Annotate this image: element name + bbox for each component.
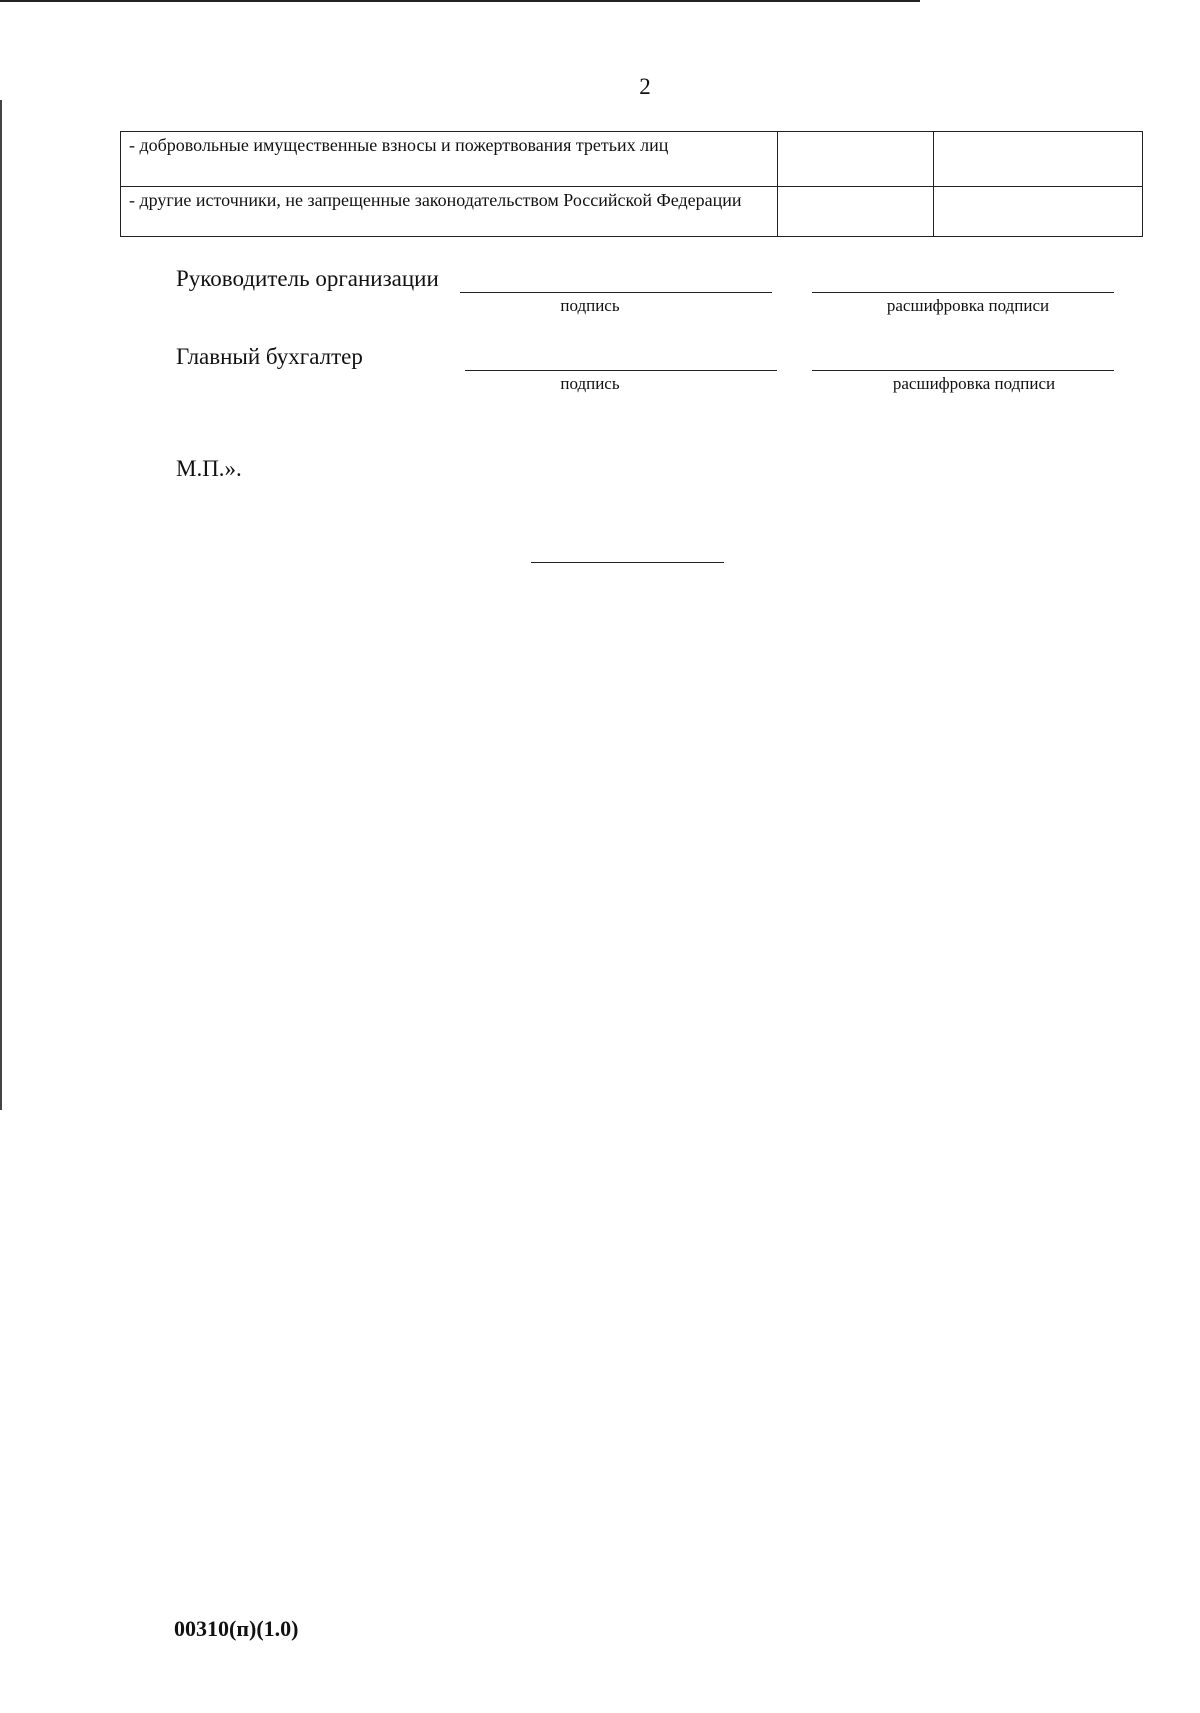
accountant-decoding-line [812,370,1114,371]
stamp-place-label: М.П.». [176,456,242,481]
top-border-rule [0,0,920,2]
table-cell-value [778,187,934,237]
table-row [121,187,1143,237]
table-cell-source: - другие источники, не запрещенные законодательством Российской Федерации [121,187,778,237]
table-row [121,132,1143,187]
table-cell-value [778,132,934,187]
end-of-document-rule [531,562,724,563]
left-border-rule [0,100,2,1110]
accountant-decoding-caption: расшифровка подписи [892,374,1056,393]
head-decoding-line [812,292,1114,293]
head-decoding-caption: расшифровка подписи [886,296,1050,315]
table-cell-value [934,132,1143,187]
table-cell-source: - добровольные имущественные взносы и пожертвования третьих лиц [121,132,778,187]
accountant-signature-line [465,370,777,371]
page-number: 2 [639,74,651,99]
head-of-organization-label: Руководитель организации [176,266,439,291]
chief-accountant-label: Главный бухгалтер [176,344,363,369]
head-signature-caption: подпись [560,296,620,315]
head-signature-line [460,292,772,293]
funding-sources-table [120,131,1143,237]
form-code: 00310(п)(1.0) [174,1616,299,1641]
accountant-signature-caption: подпись [560,374,620,393]
table-cell-value [934,187,1143,237]
